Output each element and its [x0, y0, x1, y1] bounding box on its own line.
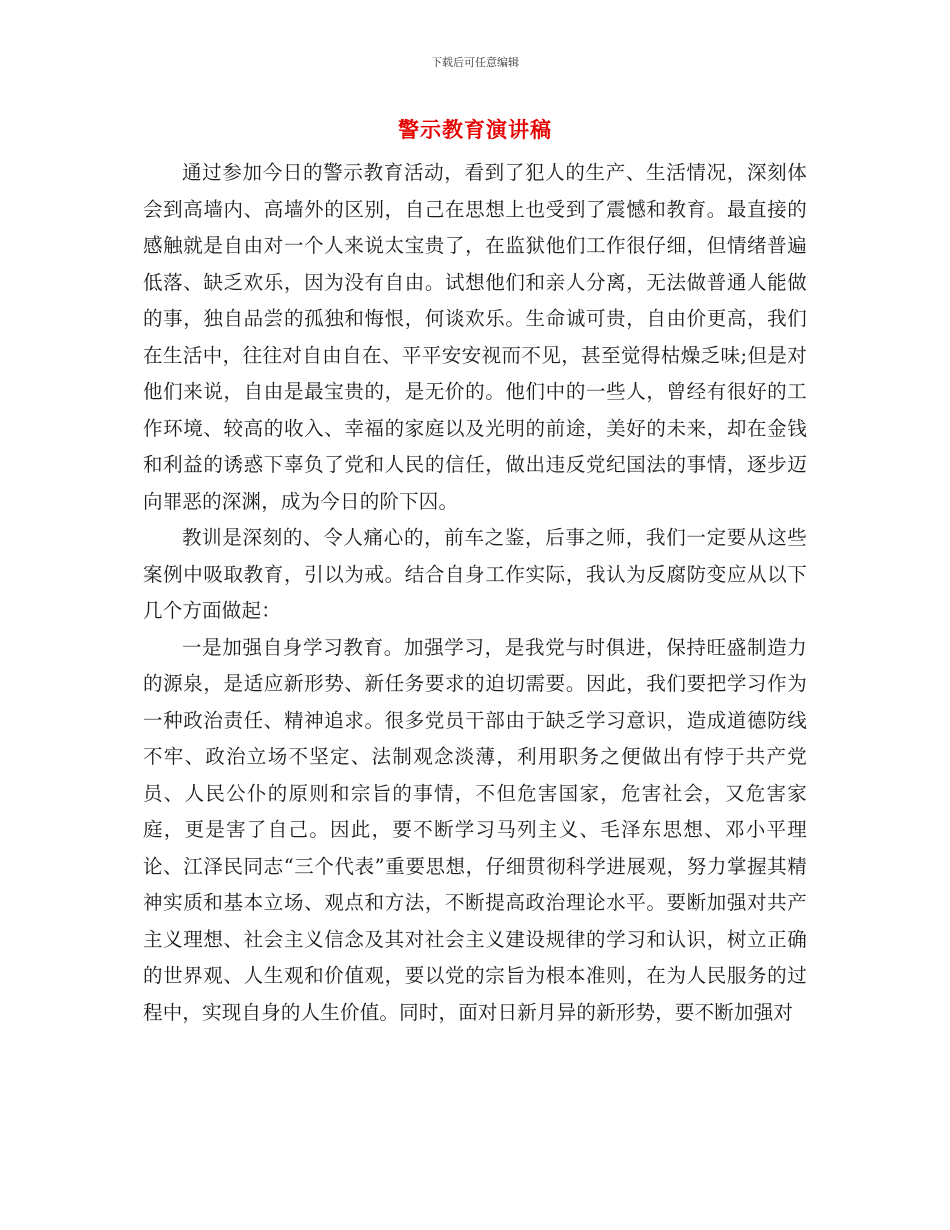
- paragraph-2: 教训是深刻的、令人痛心的，前车之鉴，后事之师，我们一定要从这些案例中吸取教育，引以为戒。结合自身工作实际，我认为反腐防变应从以下几个方面做起：: [143, 526, 807, 622]
- paragraph-1: 通过参加今日的警示教育活动，看到了犯人的生产、生活情况，深刻体会到高墙内、高墙外的区别，自己在思想上也受到了震憾和教育。最直接的感触就是自由对一个人来说太宝贵了，在监狱他们工作很仔细，但情绪普遍低落、缺乏欢乐，因为没有自由。试想他们和亲人分离，无法做普通人能做的事，独自品尝的孤独和悔恨，何谈欢乐。生命诚可贵，自由价更高，我们在生活中，往往对自由自在、平平安安视而不见，甚至觉得枯燥乏味;但是对他们来说，自由是最宝贵的，是无价的。他们中的一些人，曾经有很好的工作环境、较高的收入、幸福的家庭以及光明的前途，美好的未来，却在金钱和利益的诱惑下辜负了党和人民的信任，做出违反党纪国法的事情，逐步迈向罪恶的深渊，成为今日的阶下囚。: [143, 161, 807, 513]
- paragraph-3: 一是加强自身学习教育。加强学习，是我党与时俱进，保持旺盛制造力的源泉，是适应新形势、新任务要求的迫切需要。因此，我们要把学习作为一种政治责任、精神追求。很多党员干部由于缺乏学习意识，造成道德防线不牢、政治立场不坚定、法制观念淡薄，利用职务之便做出有悖于共产党员、人民公仆的原则和宗旨的事情，不但危害国家，危害社会，又危害家庭，更是害了自己。因此，要不断学习马列主义、毛泽东思想、邓小平理论、江泽民同志“三个代表”重要思想，仔细贯彻科学进展观，努力掌握其精神实质和基本立场、观点和方法，不断提高政治理论水平。要断加强对共产主义理想、社会主义信念及其对社会主义建设规律的学习和认识，树立正确的世界观、人生观和价值观，要以党的宗旨为根本准则，在为人民服务的过程中，实现自身的人生价值。同时，面对日新月异的新形势，要不断加强对: [143, 635, 807, 1024]
- document-body: [143, 155, 807, 1031]
- document-title: 警示教育演讲稿: [398, 118, 552, 142]
- header-note: 下载后可任意编辑: [431, 56, 519, 69]
